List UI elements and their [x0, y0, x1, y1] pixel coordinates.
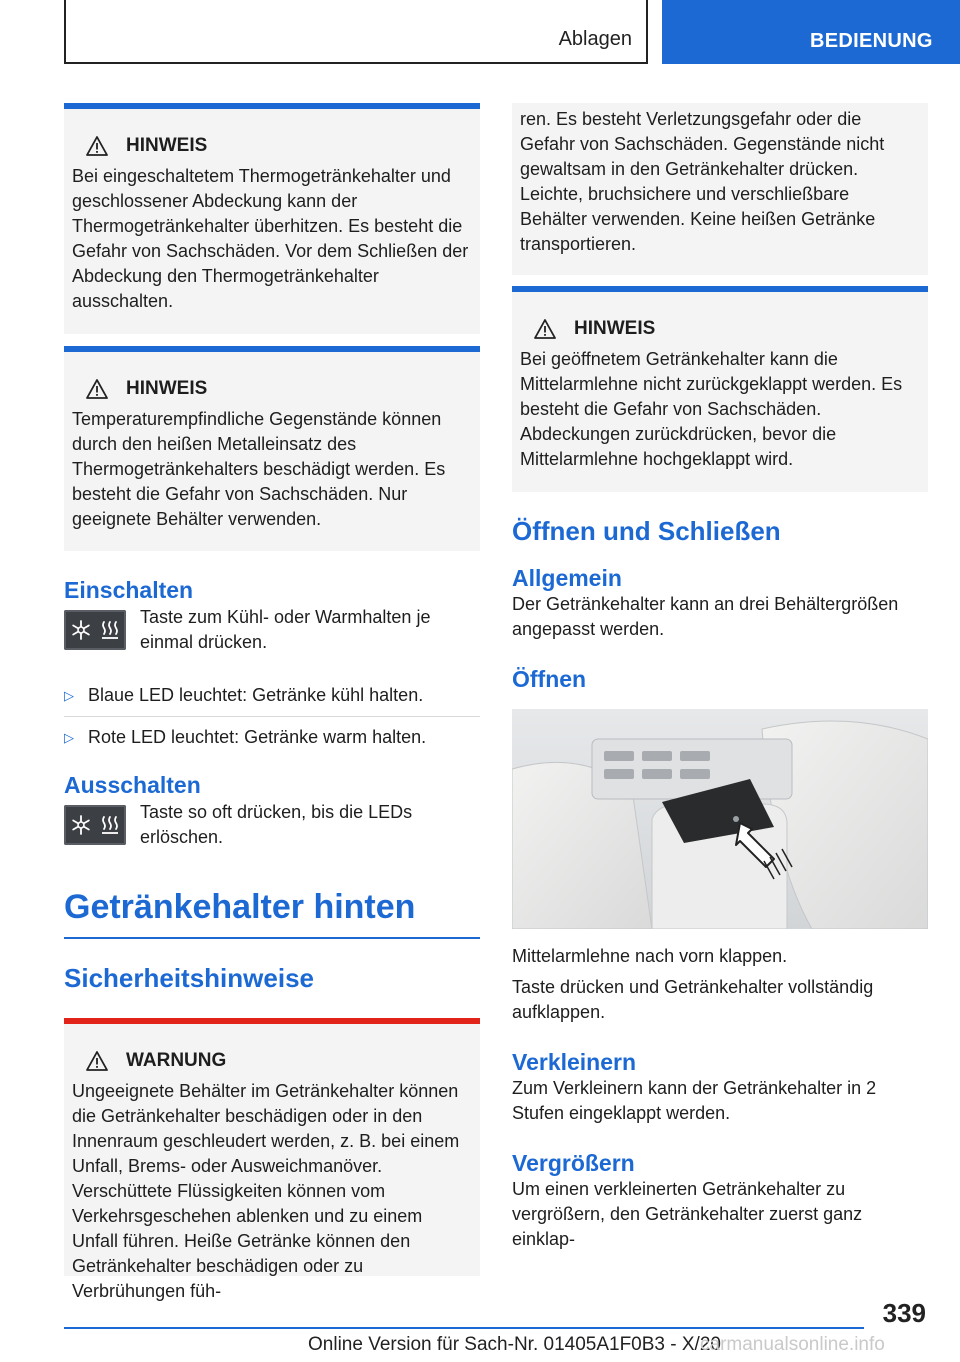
notice-text: Bei geöffnetem Getränkehalter kann die Mittelarmlehne nicht zurückgeklappt werden. Es besteht die Gefahr von Sachschäden. Abdeckungen zurückdrücken, bevor die Mittelarmlehne hochgeklappt wird. [520, 349, 903, 469]
warning-triangle-icon [534, 319, 556, 339]
heading-vergroessern: Vergrößern [512, 1150, 635, 1176]
einschalten-text: Taste zum Kühl- oder Warmhalten je einmal drücken. [140, 607, 431, 652]
notice-title: HINWEIS [126, 378, 208, 399]
footer-watermark: carmanualsonline.info [700, 1334, 885, 1355]
heading-allgemein: Allgemein [512, 565, 622, 591]
left-column [64, 103, 480, 1301]
heading-sicherheitshinweise: Sicherheitshinweise [64, 963, 314, 993]
notice-hinweis-1 [64, 103, 480, 334]
verkleinern-text: Zum Verkleinern kann der Getränkehalter in 2 Stufen eingeklappt werden. [512, 1078, 877, 1123]
header-chapter-tab: BEDIENUNG [662, 0, 960, 64]
oeffnen-step1: Mittelarmlehne nach vorn klappen. [512, 946, 788, 966]
led-bullets [64, 675, 480, 758]
notice-warnung [64, 1018, 480, 1301]
heading-einschalten: Einschalten [64, 577, 194, 603]
notice-title: WARNUNG [126, 1050, 227, 1071]
list-item: ▷ Blaue LED leuchtet: Getränke kühl halten. [64, 675, 480, 716]
cool-warm-button-icon [64, 805, 126, 845]
warning-triangle-icon [86, 136, 108, 156]
heading-verkleinern: Verkleinern [512, 1049, 637, 1075]
footer-online-version: Online Version für Sach-Nr. 01405A1F0B3 - X/20 [308, 1334, 721, 1355]
heat-waves-icon [100, 814, 120, 836]
header-section-box [64, 0, 648, 64]
list-item: ▷ Rote LED leuchtet: Getränke warm halten. [64, 716, 480, 758]
notice-hinweis-2 [64, 346, 480, 551]
ausschalten-text: Taste so oft drücken, bis die LEDs erlöschen. [140, 802, 413, 847]
right-column [512, 103, 928, 1252]
oeffnen-step2: Taste drücken und Getränkehalter vollständig aufklappen. [512, 977, 874, 1022]
notice-warnung-continued [512, 103, 928, 275]
notice-title: HINWEIS [126, 135, 208, 156]
heading-oeffnen: Öffnen [512, 666, 587, 692]
ausschalten-row [64, 801, 480, 850]
heading-oeffnen-schliessen: Öffnen und Schließen [512, 516, 781, 546]
page-number: 339 [882, 1298, 926, 1328]
bullet-triangle-icon: ▷ [64, 688, 74, 703]
warning-triangle-icon [86, 379, 108, 399]
armrest-photo [512, 709, 928, 929]
footer-divider [64, 1327, 864, 1329]
notice-hinweis-3 [512, 286, 928, 492]
bullet-triangle-icon: ▷ [64, 730, 74, 745]
notice-text: Ungeeignete Behälter im Getränkehalter können die Getränkehalter beschädigen oder in den Innenraum geschleudert werden, z. B. bei einem Unfall, Brems- oder Ausweichmanöver. Verschüttete Flüssigkeiten können vom Verkehrsgeschehen ablenken und zu einem Unfall führen. Heiße Getränke können den Getränkehalter beschädigen oder zu Verbrühungen füh- [72, 1081, 460, 1301]
header-section-title: Ablagen [558, 28, 632, 50]
notice-text: ren. Es besteht Verletzungsgefahr oder die Gefahr von Sachschäden. Gegenstände nicht gewaltsam in den Getränkehalter drücken. Leichte, bruchsichere und verschließbare Behälter verwenden. Keine heißen Getränke transportieren. [520, 109, 885, 254]
heading-getraenkehalter-hinten: Getränkehalter hinten [64, 888, 480, 939]
notice-title: HINWEIS [574, 318, 656, 339]
heat-waves-icon [100, 619, 120, 641]
warning-triangle-icon [86, 1051, 108, 1071]
notice-text: Bei eingeschaltetem Thermogetränkehalter und geschlossener Abdeckung kann der Thermogetränkehalter überhitzen. Es besteht die Gefahr von Sachschäden. Vor dem Schließen der Abdeckung den Thermogetränkehalter ausschalten. [72, 166, 469, 311]
einschalten-row [64, 606, 480, 655]
vergroessern-text: Um einen verkleinerten Getränkehalter zu vergrößern, den Getränkehalter zuerst ganz einklap- [512, 1179, 863, 1249]
notice-text: Temperaturempfindliche Gegenstände können durch den heißen Metalleinsatz des Thermogetränkehalters beschädigt werden. Es besteht die Gefahr von Sachschäden. Nur geeignete Behälter verwenden. [72, 409, 446, 529]
allgemein-text: Der Getränkehalter kann an drei Behältergrößen angepasst werden. [512, 594, 899, 639]
snowflake-icon [70, 814, 92, 836]
snowflake-icon [70, 619, 92, 641]
heading-ausschalten: Ausschalten [64, 772, 201, 798]
cool-warm-button-icon [64, 610, 126, 650]
